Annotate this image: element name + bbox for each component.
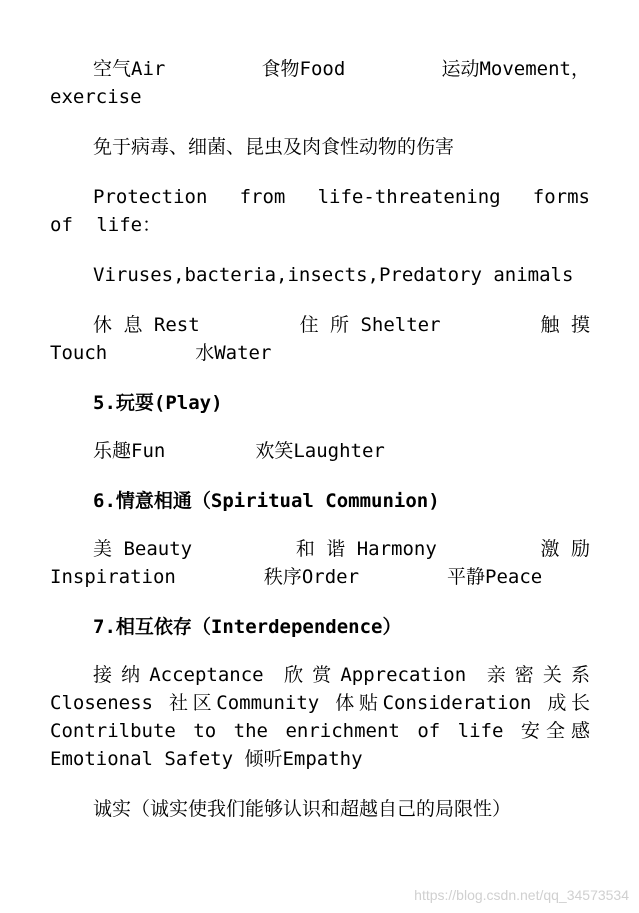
interdependence-needs: 接纳Acceptance 欣赏Apprecation 亲密关系Closeness 社区Community 体贴Consideration 成长Contrilbute to the enrichment of life 安全感Emotional Safety 倾听Empathy (50, 664, 590, 770)
need-touch-cn: 触 摸 (540, 314, 590, 336)
need-peace: 平静Peace (447, 566, 543, 588)
need-order: 秩序Order (263, 566, 360, 588)
protection-chinese: 免于病毒、细菌、昆虫及肉食性动物的伤害 (93, 136, 455, 158)
heading-play: 5.玩耍(Play) (93, 392, 223, 414)
needs-rest-shelter-touch-water (50, 311, 590, 367)
honesty-need: 诚实（诚实使我们能够认识和超越自己的局限性） (93, 798, 512, 820)
need-movement: 运动Movement， (441, 58, 590, 80)
need-air: 空气Air (93, 58, 166, 80)
need-shelter: 住 所 Shelter (299, 314, 441, 336)
need-beauty: 美 Beauty (93, 538, 193, 560)
threats-list: Viruses,bacteria,insects,Predatory animals (93, 264, 574, 286)
protection-english: Protection from life-threatening forms of life： (50, 186, 590, 236)
need-exercise: exercise (50, 86, 142, 108)
need-food: 食物Food (261, 58, 346, 80)
need-laughter: 欢笑Laughter (255, 440, 385, 462)
need-inspiration-cn: 激 励 (540, 538, 590, 560)
need-water: 水Water (195, 342, 272, 364)
heading-interdependence: 7.相互依存（Interdependence） (93, 616, 402, 638)
needs-air-food-movement (50, 55, 590, 111)
document-body (50, 55, 590, 845)
needs-fun-laughter (50, 437, 590, 465)
need-fun: 乐趣Fun (93, 440, 166, 462)
needs-beauty-harmony (50, 535, 590, 591)
need-harmony: 和 谐 Harmony (295, 538, 437, 560)
need-inspiration-en: Inspiration (50, 566, 176, 588)
need-rest: 休 息 Rest (93, 314, 200, 336)
watermark-text: https://blog.csdn.net/qq_34573534 (414, 887, 629, 903)
need-touch-en: Touch (50, 342, 108, 364)
heading-spiritual-communion: 6.情意相通（Spiritual Communion) (93, 490, 440, 512)
